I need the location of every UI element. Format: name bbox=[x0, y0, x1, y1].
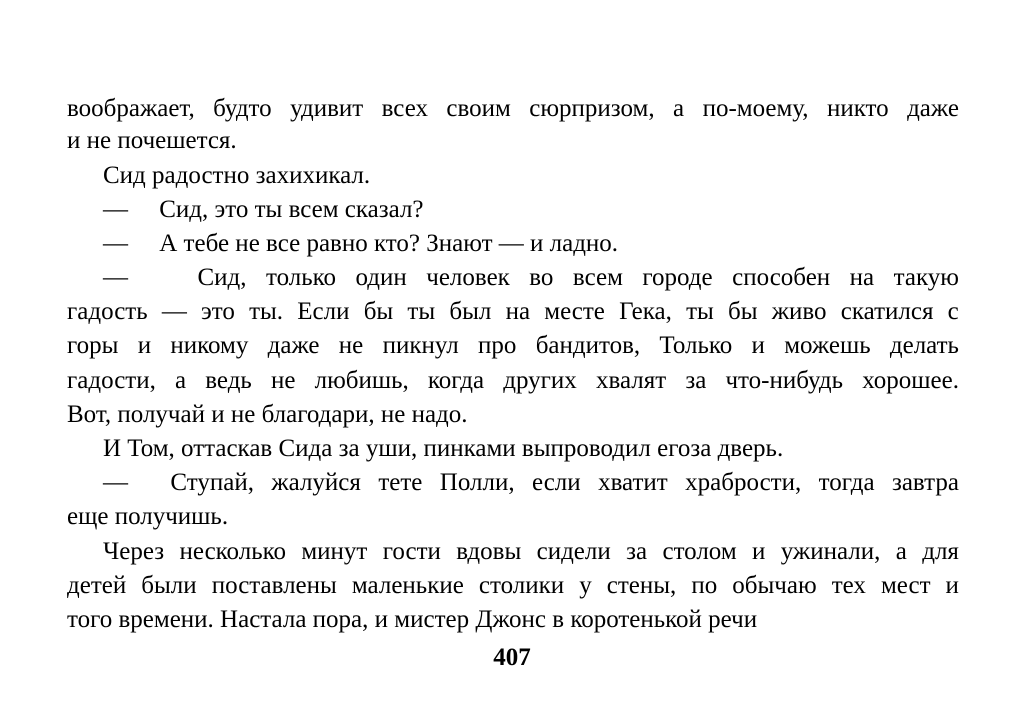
text-line-2: и не почешется. bbox=[67, 127, 237, 154]
text-line-10: Вот, получай и не благодари, не надо. bbox=[67, 401, 468, 428]
text-line-7: гадость — это ты. Если бы ты был на месте Гека, ты бы живо скатился с bbox=[67, 298, 959, 325]
text-line-14: Через несколько минут гости вдовы сидели за столом и ужинали, а для bbox=[103, 538, 959, 565]
text-line-4: — Сид, это ты всем сказал? bbox=[103, 196, 424, 223]
text-line-11: И Том, оттаскав Сида за уши, пинками выпроводил егоза дверь. bbox=[103, 435, 784, 462]
text-line-6: — Сид, только один человек во всем городе способен на такую bbox=[103, 264, 959, 291]
text-line-3: Сид радостно захихикал. bbox=[103, 162, 371, 189]
text-line-16: того времени. Настала пора, и мистер Джонс в коротенькой речи bbox=[67, 606, 758, 633]
text-line-13: еще получишь. bbox=[67, 503, 229, 530]
text-line-15: детей были поставлены маленькие столики у стены, по обычаю тех мест и bbox=[67, 572, 959, 599]
text-line-8: горы и никому даже не пикнул про бандитов, Только и можешь делать bbox=[67, 332, 959, 359]
text-line-5: — А тебе не все равно кто? Знают — и ладно. bbox=[103, 230, 619, 257]
text-line-1: воображает, будто удивит всех своим сюрпризом, а по-моему, никто даже bbox=[67, 95, 959, 122]
text-line-12: — Ступай, жалуйся тете Полли, если хватит храбрости, тогда завтра bbox=[103, 469, 959, 496]
page-number: 407 bbox=[493, 644, 531, 671]
text-line-9: гадости, а ведь не любишь, когда других хвалят за что-нибудь хорошее. bbox=[67, 367, 959, 394]
